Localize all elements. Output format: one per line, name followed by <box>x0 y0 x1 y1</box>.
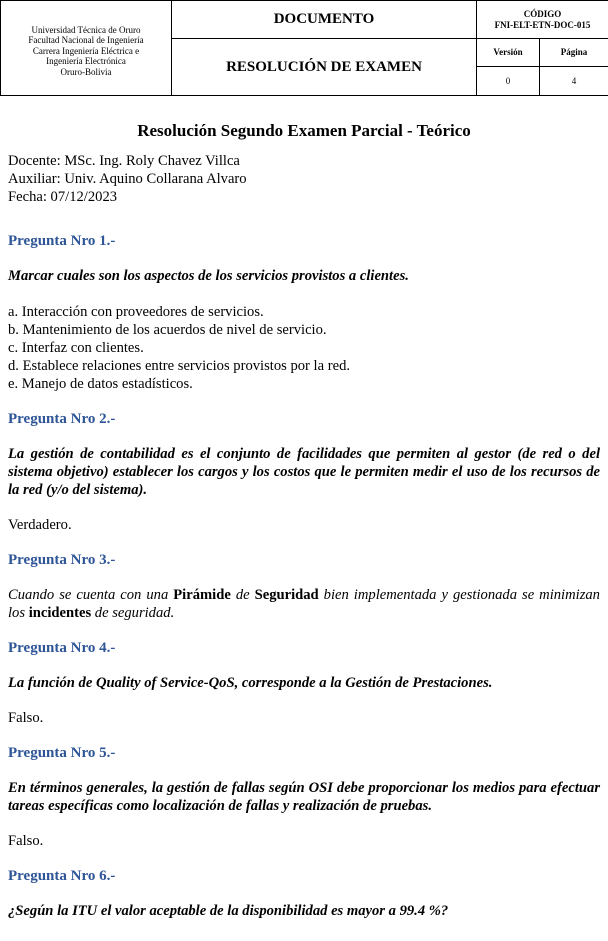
question-text: Marcar cuales son los aspectos de los servicios provistos a clientes. <box>8 268 409 284</box>
question-5 <box>8 744 600 850</box>
assistant: Auxiliar: Univ. Aquino Collarana Alvaro <box>8 171 247 187</box>
question-1 <box>8 232 600 393</box>
code-label: CÓDIGO <box>523 8 562 19</box>
question-4 <box>8 639 600 727</box>
keyword-seguridad: Seguridad <box>254 587 319 603</box>
document-label: DOCUMENTO <box>172 1 477 39</box>
exam-meta <box>8 152 600 206</box>
version-label: Versión <box>477 39 539 67</box>
resolution-label: RESOLUCIÓN DE EXAMEN <box>172 39 477 96</box>
text-part: Cuando se cuenta con una <box>8 587 174 603</box>
page-cell <box>540 39 608 96</box>
question-text: La función de Quality of Service-QoS, corresponde a la Gestión de Prestaciones. <box>8 675 493 691</box>
institution-line: Ingeniería Electrónica <box>46 56 126 67</box>
question-heading: Pregunta Nro 3.- <box>8 552 116 568</box>
option-item: c. Interfaz con clientes. <box>8 340 144 356</box>
question-heading: Pregunta Nro 4.- <box>8 640 116 656</box>
institution-line: Universidad Técnica de Oruro <box>31 24 141 35</box>
option-item: d. Establece relaciones entre servicios provistos por la red. <box>8 358 351 374</box>
question-heading: Pregunta Nro 5.- <box>8 745 116 761</box>
option-item: a. Interacción con proveedores de servicios. <box>8 304 264 320</box>
question-text: ¿Según la ITU el valor aceptable de la disponibilidad es mayor a 99.4 %? <box>8 903 449 919</box>
answer: Verdadero. <box>8 517 72 533</box>
answer: Falso. <box>8 833 44 849</box>
exam-title: Resolución Segundo Examen Parcial - Teórico <box>137 121 471 140</box>
keyword-incidentes: incidentes <box>28 605 92 621</box>
document-header <box>0 0 608 96</box>
institution-block <box>1 1 172 96</box>
question-heading: Pregunta Nro 6.- <box>8 868 116 884</box>
question-6 <box>8 867 600 920</box>
institution-line: Oruro-Bolivia <box>60 66 112 77</box>
page-value: 4 <box>571 76 577 86</box>
version-cell <box>477 39 540 96</box>
question-text: La gestión de contabilidad es el conjunto de facilidades que permiten al gestor (de red o del sistema objetivo) establecer los cargos y los costos que le permiten medir el uso de los recursos de la red (y/o del sistema). <box>8 446 600 498</box>
options-list <box>8 303 600 393</box>
document-body <box>8 120 600 920</box>
institution-line: Facultad Nacional de Ingeniería <box>28 35 144 46</box>
question-2 <box>8 410 600 534</box>
text-part: de <box>230 587 255 603</box>
question-text: En términos generales, la gestión de fallas según OSI debe proporcionar los medios para efectuar tareas específicas como localización de fallas y realización de pruebas. <box>8 780 600 814</box>
question-text <box>8 586 600 622</box>
option-item: b. Mantenimiento de los acuerdos de nivel de servicio. <box>8 322 327 338</box>
answer: Falso. <box>8 710 44 726</box>
question-3 <box>8 551 600 622</box>
page-label: Página <box>540 39 608 67</box>
institution-line: Carrera Ingeniería Eléctrica e <box>32 45 140 56</box>
option-item: e. Manejo de datos estadísticos. <box>8 376 193 392</box>
teacher: Docente: MSc. Ing. Roly Chavez Villca <box>8 153 240 169</box>
code-value: FNI-ELT-ETN-DOC-015 <box>494 19 591 30</box>
question-heading: Pregunta Nro 2.- <box>8 411 116 427</box>
version-value: 0 <box>505 76 511 86</box>
exam-date: Fecha: 07/12/2023 <box>8 189 118 205</box>
keyword-piramide: Pirámide <box>173 587 231 603</box>
text-part: bien implementada y gestionada se minimizan los <box>8 587 600 621</box>
text-part: de seguridad. <box>91 605 175 621</box>
question-heading: Pregunta Nro 1.- <box>8 233 116 249</box>
code-cell <box>477 1 608 39</box>
